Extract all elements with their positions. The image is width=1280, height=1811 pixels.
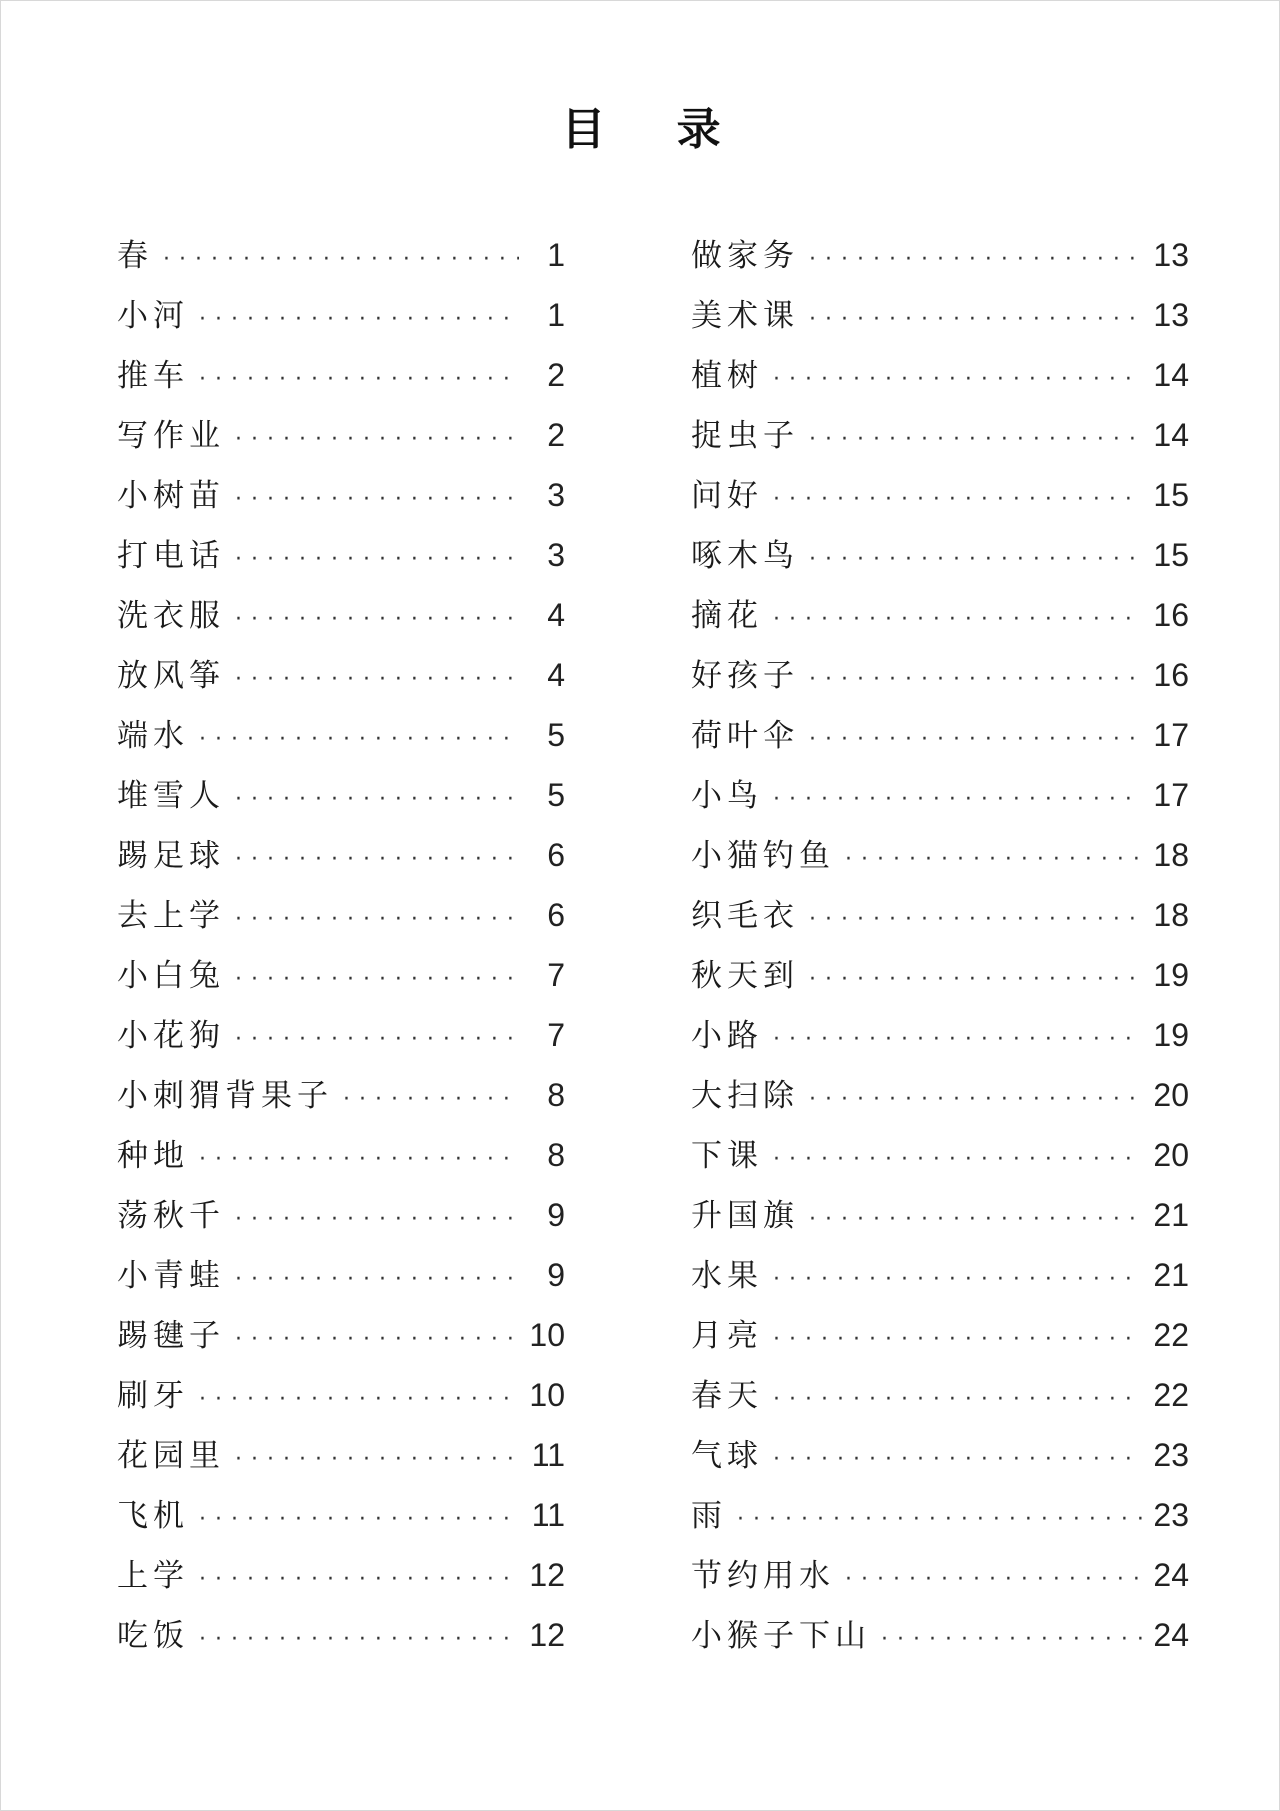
- toc-entry[interactable]: [117, 585, 565, 645]
- dot-leader: [235, 1250, 519, 1310]
- dot-leader: [773, 470, 1143, 530]
- toc-entry-page-number: 7: [547, 1017, 565, 1053]
- dot-leader: [809, 290, 1143, 350]
- toc-entry[interactable]: [691, 1605, 1189, 1665]
- dot-leader: [809, 410, 1143, 470]
- toc-entry[interactable]: [691, 1125, 1189, 1185]
- toc-entry[interactable]: [117, 225, 565, 285]
- toc-entry-title: 小河: [117, 298, 189, 334]
- dot-leader: [235, 1010, 519, 1070]
- toc-entry-title: 堆雪人: [117, 778, 225, 814]
- toc-entry[interactable]: [117, 885, 565, 945]
- toc-entry[interactable]: [691, 945, 1189, 1005]
- toc-entry-title: 节约用水: [691, 1558, 835, 1594]
- toc-entry-title: 升国旗: [691, 1198, 799, 1234]
- toc-entry-title: 放风筝: [117, 658, 225, 694]
- toc-entry-page-number: 14: [1153, 357, 1189, 393]
- toc-entry[interactable]: [691, 285, 1189, 345]
- toc-entry-title: 小白兔: [117, 958, 225, 994]
- toc-entry-page-number: 8: [547, 1077, 565, 1113]
- toc-entry-page-number: 10: [529, 1317, 565, 1353]
- toc-entry-title: 吃饭: [117, 1618, 189, 1654]
- toc-entry[interactable]: [117, 285, 565, 345]
- dot-leader: [773, 1310, 1143, 1370]
- toc-entry-title: 打电话: [117, 538, 225, 574]
- toc-entry[interactable]: [691, 765, 1189, 825]
- dot-leader: [235, 1430, 519, 1490]
- dot-leader: [773, 1010, 1143, 1070]
- toc-entry-title: 大扫除: [691, 1078, 799, 1114]
- toc-entry-title: 飞机: [117, 1498, 189, 1534]
- dot-leader: [199, 290, 519, 350]
- toc-entry-title: 小刺猬背果子: [117, 1078, 333, 1114]
- toc-entry-title: 春: [117, 238, 153, 274]
- dot-leader: [737, 1490, 1143, 1550]
- toc-entry-page-number: 22: [1153, 1317, 1189, 1353]
- dot-leader: [199, 1130, 519, 1190]
- dot-leader: [235, 1190, 519, 1250]
- toc-entry[interactable]: [691, 345, 1189, 405]
- toc-entry-page-number: 24: [1153, 1557, 1189, 1593]
- toc-entry[interactable]: [117, 705, 565, 765]
- dot-leader: [809, 890, 1143, 950]
- toc-entry-title: 刷牙: [117, 1378, 189, 1414]
- toc-entry[interactable]: [117, 1005, 565, 1065]
- toc-entry[interactable]: [691, 645, 1189, 705]
- toc-entry-page-number: 2: [547, 417, 565, 453]
- toc-entry-page-number: 3: [547, 537, 565, 573]
- toc-entry[interactable]: [691, 1365, 1189, 1425]
- dot-leader: [235, 950, 519, 1010]
- toc-entry-title: 美术课: [691, 298, 799, 334]
- toc-entry-page-number: 3: [547, 477, 565, 513]
- toc-entry-page-number: 19: [1153, 957, 1189, 993]
- dot-leader: [235, 830, 519, 890]
- toc-entry-page-number: 22: [1153, 1377, 1189, 1413]
- toc-entry-page-number: 11: [531, 1497, 565, 1533]
- toc-entry-title: 去上学: [117, 898, 225, 934]
- dot-leader: [773, 770, 1143, 830]
- dot-leader: [235, 590, 519, 650]
- toc-entry[interactable]: [691, 705, 1189, 765]
- toc-entry[interactable]: [691, 825, 1189, 885]
- dot-leader: [199, 350, 519, 410]
- toc-entry[interactable]: [117, 1485, 565, 1545]
- toc-entry-title: 水果: [691, 1258, 763, 1294]
- toc-entry-title: 荡秋千: [117, 1198, 225, 1234]
- toc-entry[interactable]: [117, 1245, 565, 1305]
- dot-leader: [845, 1550, 1143, 1610]
- toc-entry-page-number: 16: [1153, 657, 1189, 693]
- toc-entry-page-number: 20: [1153, 1077, 1189, 1113]
- dot-leader: [199, 1490, 519, 1550]
- toc-entry[interactable]: [117, 1365, 565, 1425]
- toc-entry[interactable]: [117, 1305, 565, 1365]
- dot-leader: [773, 1130, 1143, 1190]
- toc-entry-page-number: 18: [1153, 897, 1189, 933]
- toc-entry-page-number: 19: [1153, 1017, 1189, 1053]
- toc-entry-page-number: 2: [547, 357, 565, 393]
- toc-entry-title: 写作业: [117, 418, 225, 454]
- toc-entry-title: 小鸟: [691, 778, 763, 814]
- toc-entry-page-number: 9: [547, 1257, 565, 1293]
- toc-entry[interactable]: [691, 1305, 1189, 1365]
- toc-entry-page-number: 4: [547, 597, 565, 633]
- dot-leader: [881, 1610, 1143, 1670]
- toc-entry-title: 雨: [691, 1498, 727, 1534]
- toc-entry-title: 上学: [117, 1558, 189, 1594]
- dot-leader: [809, 710, 1143, 770]
- toc-entry[interactable]: [117, 1185, 565, 1245]
- toc-entry-page-number: 21: [1153, 1257, 1189, 1293]
- toc-entry[interactable]: [691, 1245, 1189, 1305]
- toc-entry[interactable]: [691, 1485, 1189, 1545]
- toc-entry[interactable]: [117, 405, 565, 465]
- toc-entry-title: 秋天到: [691, 958, 799, 994]
- dot-leader: [199, 710, 519, 770]
- toc-entry-title: 啄木鸟: [691, 538, 799, 574]
- dot-leader: [809, 950, 1143, 1010]
- dot-leader: [809, 1070, 1143, 1130]
- toc-entry-title: 好孩子: [691, 658, 799, 694]
- toc-entry-title: 春天: [691, 1378, 763, 1414]
- toc-entry-title: 洗衣服: [117, 598, 225, 634]
- toc-entry-page-number: 17: [1153, 777, 1189, 813]
- toc-entry-page-number: 7: [547, 957, 565, 993]
- toc-entry[interactable]: [691, 465, 1189, 525]
- toc-entry[interactable]: [117, 945, 565, 1005]
- dot-leader: [199, 1610, 519, 1670]
- dot-leader: [773, 350, 1143, 410]
- toc-entry[interactable]: [691, 1545, 1189, 1605]
- toc-entry-page-number: 5: [547, 777, 565, 813]
- dot-leader: [235, 410, 519, 470]
- toc-entry[interactable]: [691, 1425, 1189, 1485]
- toc-right-column: [691, 225, 1189, 1665]
- dot-leader: [773, 1370, 1143, 1430]
- toc-entry-title: 小树苗: [117, 478, 225, 514]
- toc-entry[interactable]: [117, 765, 565, 825]
- toc-entry[interactable]: [117, 465, 565, 525]
- toc-entry-title: 小花狗: [117, 1018, 225, 1054]
- toc-entry-title: 小青蛙: [117, 1258, 225, 1294]
- toc-entry-title: 摘花: [691, 598, 763, 634]
- toc-entry[interactable]: [691, 525, 1189, 585]
- toc-entry-page-number: 11: [531, 1437, 565, 1473]
- dot-leader: [235, 530, 519, 590]
- toc-entry-page-number: 12: [529, 1617, 565, 1653]
- dot-leader: [773, 590, 1143, 650]
- toc-entry-title: 下课: [691, 1138, 763, 1174]
- toc-entry-page-number: 15: [1153, 537, 1189, 573]
- toc-entry[interactable]: [117, 1605, 565, 1665]
- toc-entry-title: 花园里: [117, 1438, 225, 1474]
- toc-entry[interactable]: [117, 1125, 565, 1185]
- toc-entry-page-number: 23: [1153, 1437, 1189, 1473]
- dot-leader: [235, 770, 519, 830]
- toc-entry[interactable]: [117, 645, 565, 705]
- toc-entry-title: 荷叶伞: [691, 718, 799, 754]
- toc-entry-page-number: 13: [1153, 237, 1189, 273]
- toc-entry-page-number: 18: [1153, 837, 1189, 873]
- toc-entry-title: 小路: [691, 1018, 763, 1054]
- dot-leader: [235, 890, 519, 950]
- dot-leader: [235, 1310, 519, 1370]
- dot-leader: [343, 1070, 519, 1130]
- toc-entry[interactable]: [691, 1005, 1189, 1065]
- toc-entry-title: 做家务: [691, 238, 799, 274]
- dot-leader: [809, 650, 1143, 710]
- toc-entry-page-number: 9: [547, 1197, 565, 1233]
- dot-leader: [163, 230, 519, 290]
- dot-leader: [845, 830, 1143, 890]
- toc-entry[interactable]: [691, 1065, 1189, 1125]
- toc-entry-title: 月亮: [691, 1318, 763, 1354]
- toc-entry[interactable]: [117, 1425, 565, 1485]
- toc-entry-title: 踢足球: [117, 838, 225, 874]
- toc-entry-page-number: 4: [547, 657, 565, 693]
- dot-leader: [809, 230, 1143, 290]
- toc-entry-page-number: 10: [529, 1377, 565, 1413]
- dot-leader: [773, 1430, 1143, 1490]
- toc-entry-page-number: 12: [529, 1557, 565, 1593]
- toc-entry-title: 捉虫子: [691, 418, 799, 454]
- toc-entry-page-number: 21: [1153, 1197, 1189, 1233]
- toc-entry[interactable]: [117, 1065, 565, 1125]
- toc-entry-page-number: 6: [547, 897, 565, 933]
- toc-entry-page-number: 16: [1153, 597, 1189, 633]
- toc-left-column: [117, 225, 565, 1665]
- toc-entry-title: 植树: [691, 358, 763, 394]
- dot-leader: [235, 650, 519, 710]
- toc-entry-title: 端水: [117, 718, 189, 754]
- toc-entry-page-number: 5: [547, 717, 565, 753]
- toc-entry[interactable]: [691, 1185, 1189, 1245]
- toc-entry-title: 踢毽子: [117, 1318, 225, 1354]
- page-title: 目 录: [561, 104, 749, 155]
- toc-entry-page-number: 13: [1153, 297, 1189, 333]
- toc-entry-title: 问好: [691, 478, 763, 514]
- dot-leader: [199, 1370, 519, 1430]
- toc-entry-page-number: 15: [1153, 477, 1189, 513]
- toc-entry-page-number: 23: [1153, 1497, 1189, 1533]
- toc-entry-title: 推车: [117, 358, 189, 394]
- dot-leader: [809, 1190, 1143, 1250]
- toc-entry-page-number: 1: [547, 297, 565, 333]
- dot-leader: [235, 470, 519, 530]
- toc-entry[interactable]: [691, 225, 1189, 285]
- toc-entry[interactable]: [117, 1545, 565, 1605]
- toc-entry-page-number: 1: [547, 237, 565, 273]
- toc-entry-page-number: 17: [1153, 717, 1189, 753]
- toc-entry-title: 气球: [691, 1438, 763, 1474]
- toc-entry-page-number: 24: [1153, 1617, 1189, 1653]
- dot-leader: [809, 530, 1143, 590]
- toc-entry[interactable]: [117, 345, 565, 405]
- dot-leader: [773, 1250, 1143, 1310]
- toc-entry-title: 小猫钓鱼: [691, 838, 835, 874]
- toc-entry-title: 种地: [117, 1138, 189, 1174]
- toc-entry-title: 织毛衣: [691, 898, 799, 934]
- toc-entry[interactable]: [691, 405, 1189, 465]
- dot-leader: [199, 1550, 519, 1610]
- toc-entry[interactable]: [117, 525, 565, 585]
- toc-entry-page-number: 8: [547, 1137, 565, 1173]
- toc-entry-title: 小猴子下山: [691, 1618, 871, 1654]
- toc-entry[interactable]: [691, 885, 1189, 945]
- toc-entry-page-number: 6: [547, 837, 565, 873]
- toc-entry-page-number: 20: [1153, 1137, 1189, 1173]
- toc-entry[interactable]: [691, 585, 1189, 645]
- toc-entry[interactable]: [117, 825, 565, 885]
- toc-entry-page-number: 14: [1153, 417, 1189, 453]
